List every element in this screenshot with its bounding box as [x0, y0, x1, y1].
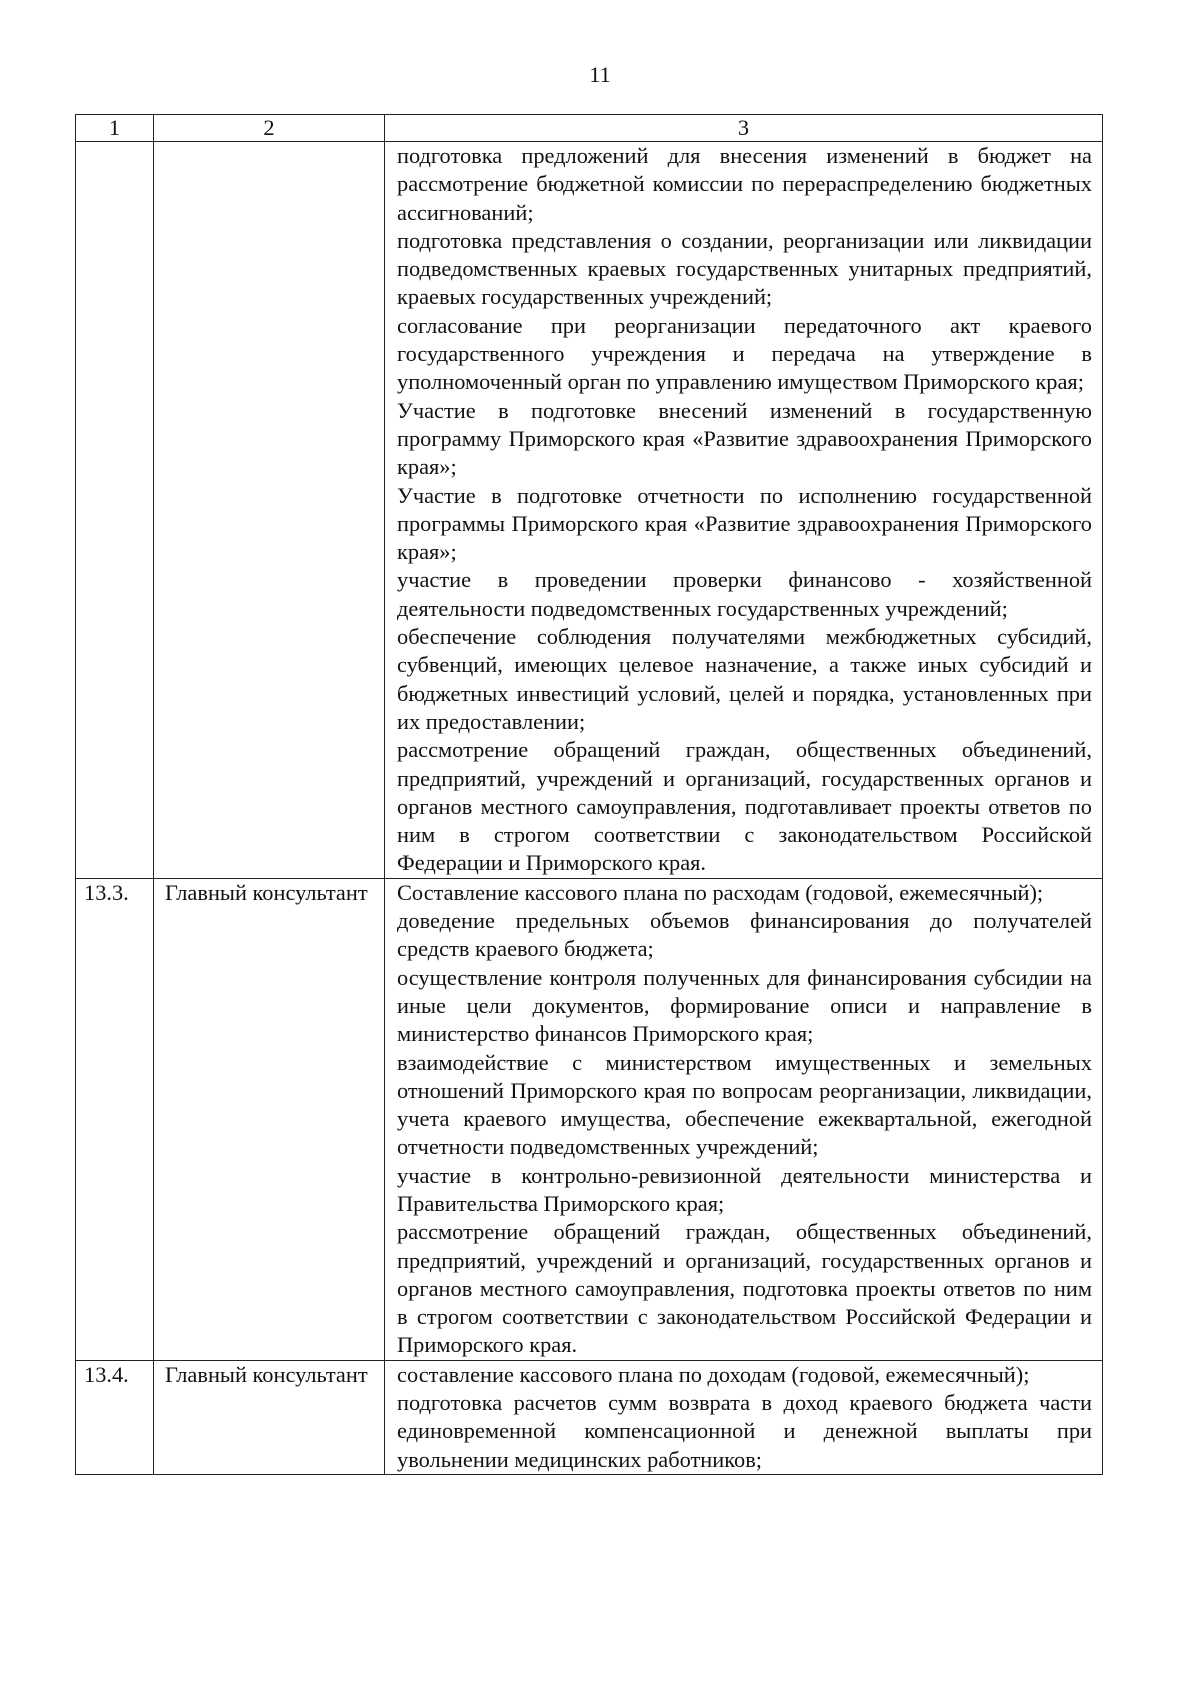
column-header: 1: [76, 115, 154, 142]
page-number: 11: [589, 62, 611, 87]
duty-item: подготовка представления о создании, реорганизации или ликвидации подведомственных краевых государственных унитарных предприятий, краевых государственных учреждений;: [397, 227, 1092, 310]
duty-item: рассмотрение обращений граждан, общественных объединений, предприятий, учреждений и организаций, государственных органов и органов местного самоуправления, подготовка проекты ответов по ним в строгом соответствии с законодательством Российской Федерации и Приморского края.: [397, 1219, 1092, 1358]
duty-item: подготовка расчетов сумм возврата в доход краевого бюджета части единовременной компенсационной и денежной выплаты при увольнении медицинских работников;: [397, 1390, 1092, 1472]
duty-item: Участие в подготовке отчетности по исполнению государственной программы Приморского края «Развитие здравоохранения Приморского края»;: [397, 482, 1092, 565]
duty-item: подготовка предложений для внесения изменений в бюджет на рассмотрение бюджетной комиссии по перераспределению бюджетных ассигнований;: [397, 143, 1092, 225]
row-number: 13.3.: [76, 878, 154, 1360]
duty-item: Составление кассового плана по расходам (годовой, ежемесячный);: [397, 879, 1044, 905]
position-title: Главный консультант: [154, 878, 385, 1360]
duty-item: согласование при реорганизации передаточного акт краевого государственного учреждения и передача на утверждение в уполномоченный орган по управлению имуществом Приморского края;: [397, 312, 1092, 395]
table-row: [76, 1360, 1103, 1474]
position-title: [154, 142, 385, 879]
duties-cell: [385, 878, 1103, 1360]
row-number: [76, 142, 154, 879]
table-row: [76, 878, 1103, 1360]
duties-cell: [385, 142, 1103, 879]
duty-item: Участие в подготовке внесений изменений в государственную программу Приморского края «Развитие здравоохранения Приморского края»;: [397, 397, 1092, 480]
table-row: [76, 142, 1103, 879]
duty-item: осуществление контроля полученных для финансирования субсидии на иные цели документов, формирование описи и направление в министерство финансов Приморского края;: [397, 964, 1092, 1047]
duty-item: доведение предельных объемов финансирования до получателей средств краевого бюджета;: [397, 908, 1092, 962]
duty-item: взаимодействие с министерством имущественных и земельных отношений Приморского края по вопросам реорганизации, ликвидации, учета краевого имущества, обеспечение ежеквартальной, ежегодной отчетности подведомственных учреждений;: [397, 1049, 1092, 1160]
column-header: 2: [154, 115, 385, 142]
duty-item: участие в контрольно-ревизионной деятельности министерства и Правительства Приморского края;: [397, 1162, 1092, 1216]
column-header: 3: [385, 115, 1103, 142]
duties-cell: [385, 1360, 1103, 1474]
duty-item: участие в проведении проверки финансово - хозяйственной деятельности подведомственных государственных учреждений;: [397, 567, 1092, 621]
position-title: Главный консультант: [154, 1360, 385, 1474]
duties-table: [75, 114, 1103, 1475]
row-number: 13.4.: [76, 1360, 154, 1474]
duty-item: составление кассового плана по доходам (годовой, ежемесячный);: [397, 1361, 1030, 1387]
duty-item: обеспечение соблюдения получателями межбюджетных субсидий, субвенций, имеющих целевое назначение, а также иных субсидий и бюджетных инвестиций условий, целей и порядка, установленных при их предоставлении;: [397, 624, 1092, 734]
duty-item: рассмотрение обращений граждан, общественных объединений, предприятий, учреждений и организаций, государственных органов и органов местного самоуправления, подготавливает проекты ответов по ним в строгом соответствии с законодательством Российской Федерации и Приморского края.: [397, 737, 1092, 876]
table-header-row: [76, 115, 1103, 142]
